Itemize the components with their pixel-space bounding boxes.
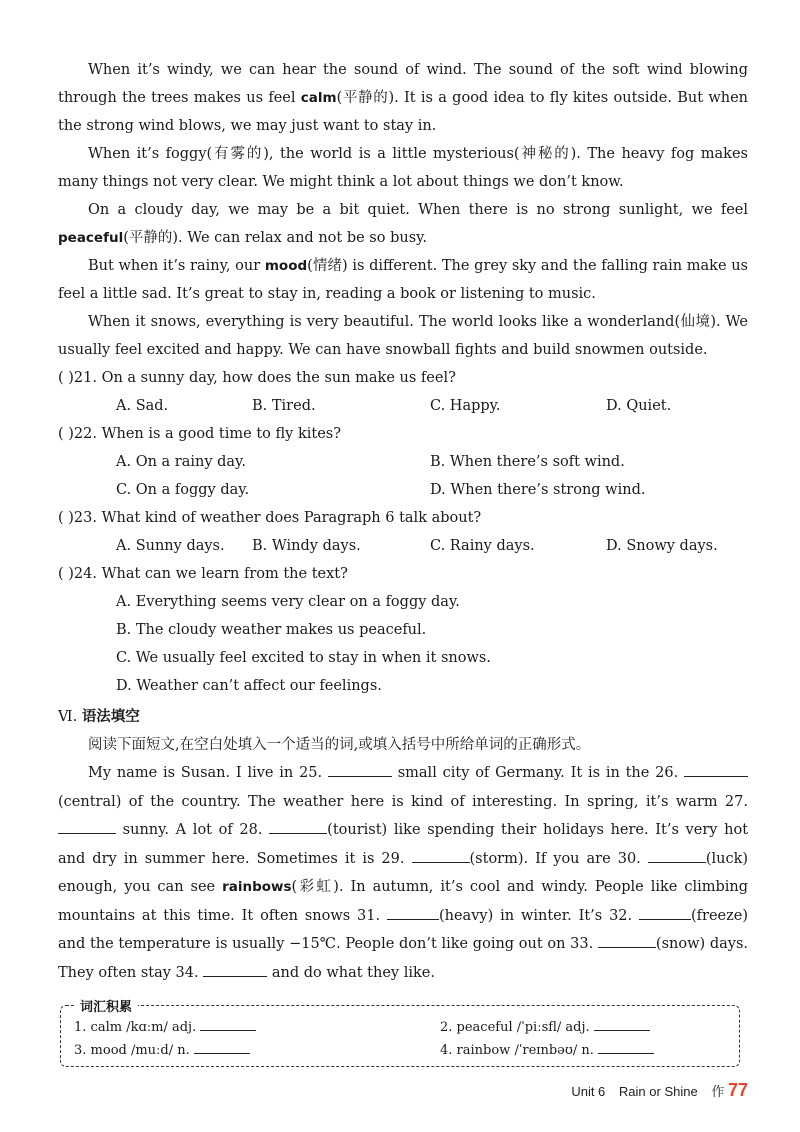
- question-22-option-b[interactable]: B. When there’s soft wind.: [430, 454, 625, 470]
- blank-27[interactable]: [58, 819, 116, 834]
- blank-26[interactable]: [684, 762, 748, 777]
- blank-28[interactable]: [269, 819, 327, 834]
- question-21-stem: ( )21. On a sunny day, how does the sun make us feel?: [58, 370, 456, 386]
- blank-33[interactable]: [598, 933, 656, 948]
- question-24-option-c[interactable]: C. We usually feel excited to stay in when it snows.: [116, 650, 491, 666]
- section-6-instruction: 阅读下面短文,在空白处填入一个适当的词,或填入括号中所给单词的正确形式。: [88, 737, 591, 753]
- question-22-option-a[interactable]: A. On a rainy day.: [116, 454, 246, 470]
- question-24-option-b[interactable]: B. The cloudy weather makes us peaceful.: [116, 622, 427, 638]
- question-23-stem: ( )23. What kind of weather does Paragraph 6 talk about?: [58, 510, 482, 526]
- footer-label: 作: [711, 1084, 725, 1099]
- blank-32[interactable]: [639, 905, 691, 920]
- question-22-stem: ( )22. When is a good time to fly kites?: [58, 426, 342, 442]
- vocab-word-rainbows: rainbows: [222, 879, 292, 895]
- vocab-blank-1[interactable]: [200, 1018, 256, 1031]
- passage-paragraph-cloud: On a cloudy day, we may be a bit quiet. When there is no strong sunlight, we feel peaceful(平静的). We can relax and not be so busy.: [58, 202, 748, 246]
- passage-paragraph-rain: But when it’s rainy, our mood(情绪) is different. The grey sky and the falling rain make us feel a little sad. It’s great to stay in, reading a book or listening to music.: [58, 258, 748, 302]
- question-21-option-b[interactable]: B. Tired.: [252, 398, 316, 414]
- blank-31[interactable]: [387, 905, 439, 920]
- vocab-word-mood: mood: [264, 258, 308, 274]
- passage-paragraph-snow: When it snows, everything is very beautiful. The world looks like a wonderland(仙境). We usually feel excited and happy. We can have snowball fights and build snowmen outside.: [58, 314, 748, 358]
- vocab-blank-4[interactable]: [598, 1041, 654, 1054]
- question-23-option-c[interactable]: C. Rainy days.: [430, 538, 535, 554]
- question-23-option-a[interactable]: A. Sunny days.: [116, 538, 225, 554]
- section-6-title: 语法填空: [81, 709, 140, 725]
- vocab-item-peaceful: 2. peaceful /ˈpiːsfl/ adj.: [440, 1018, 650, 1038]
- vocab-word-peaceful: peaceful: [58, 230, 124, 246]
- question-24-stem: ( )24. What can we learn from the text?: [58, 566, 348, 582]
- question-24-option-a[interactable]: A. Everything seems very clear on a foggy day.: [116, 594, 460, 610]
- cloze-passage: My name is Susan. I live in 25. small city of Germany. It is in the 26. (central) of the country. The weather here is kind of interesting. In spring, it’s warm 27. sunny. A lot of 28. (tourist) like spending their holidays here. It’s very hot and dry in summer here. Sometimes it is 29. (storm). If you are 30. (luck) enough, you can see rainbows(彩虹). In autumn, it’s cool and windy. People like climbing mountains at this time. It often snows 31. (heavy) in winter. It’s 32. (freeze) and the temperature is usually −15℃. People don’t like going out on 33. (snow) days. They often stay 34. and do what they like.: [58, 759, 748, 987]
- vocab-item-rainbow: 4. rainbow /ˈreɪnbəʊ/ n.: [440, 1041, 654, 1061]
- section-6-heading: [58, 703, 140, 731]
- question-22-option-d[interactable]: D. When there’s strong wind.: [430, 482, 646, 498]
- vocab-word-calm: calm: [300, 90, 337, 106]
- blank-25[interactable]: [328, 762, 392, 777]
- question-21-option-d[interactable]: D. Quiet.: [606, 398, 672, 414]
- question-21-option-c[interactable]: C. Happy.: [430, 398, 501, 414]
- question-23-option-b[interactable]: B. Windy days.: [252, 538, 361, 554]
- passage-paragraph-fog: When it’s foggy(有雾的), the world is a little mysterious(神秘的). The heavy fog makes many things not very clear. We might think a lot about things we don’t know.: [58, 146, 748, 190]
- blank-34[interactable]: [203, 962, 267, 977]
- passage-paragraph-wind: When it’s windy, we can hear the sound of wind. The sound of the soft wind blowing through the trees makes us feel calm(平静的). It is a good idea to fly kites outside. But when the strong wind blows, we may just want to stay in.: [58, 62, 749, 134]
- question-23-option-d[interactable]: D. Snowy days.: [606, 538, 718, 554]
- page-number: 77: [727, 1080, 748, 1100]
- vocab-box-title: 词汇积累: [74, 996, 138, 1015]
- vocab-item-calm: 1. calm /kɑːm/ adj.: [74, 1018, 256, 1038]
- section-6-number: Ⅵ.: [58, 709, 78, 725]
- vocab-blank-3[interactable]: [194, 1041, 250, 1054]
- question-21-option-a[interactable]: A. Sad.: [116, 398, 169, 414]
- page-footer: [571, 1080, 748, 1101]
- footer-unit: Unit 6: [571, 1084, 606, 1099]
- footer-unit-title: Rain or Shine: [618, 1084, 698, 1099]
- blank-30[interactable]: [648, 848, 706, 863]
- vocab-item-mood: 3. mood /muːd/ n.: [74, 1041, 250, 1061]
- blank-29[interactable]: [412, 848, 470, 863]
- vocab-blank-2[interactable]: [594, 1018, 650, 1031]
- question-22-option-c[interactable]: C. On a foggy day.: [116, 482, 250, 498]
- question-24-option-d[interactable]: D. Weather can’t affect our feelings.: [116, 678, 382, 694]
